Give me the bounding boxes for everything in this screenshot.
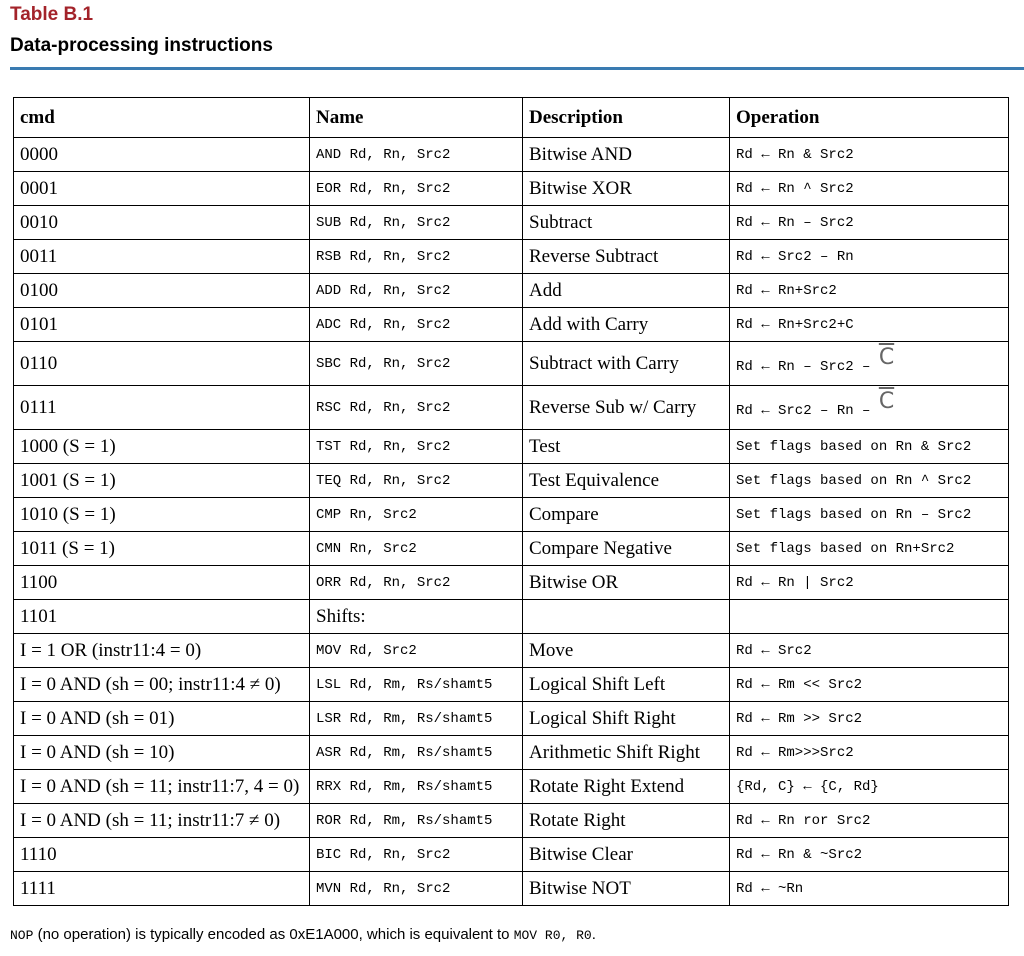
cmd-cell: 1100 [14,566,310,600]
cmd-cell: 0011 [14,240,310,274]
name-cell: ADD Rd, Rn, Src2 [310,274,523,308]
cmd-cell: 0111 [14,386,310,430]
name-cell: LSR Rd, Rm, Rs/shamt5 [310,702,523,736]
operation-cell [730,386,1009,430]
operation-cell [730,804,1009,838]
description-cell: Bitwise XOR [523,172,730,206]
cmd-cell: I = 0 AND (sh = 00; instr11:4 ≠ 0) [14,668,310,702]
operation-cell [730,736,1009,770]
table-row [14,566,1009,600]
cmd-cell: 1101 [14,600,310,634]
table-row [14,838,1009,872]
operation-text: Rd ← Rn & Src2 [736,146,854,163]
operation-text: Rd ← Rn+Src2 [736,282,837,299]
description-cell: Test Equivalence [523,464,730,498]
operation-text: Rd ← Rm>>>Src2 [736,744,854,761]
instructions-table [13,97,1009,906]
operation-cell [730,464,1009,498]
operation-text: Rd ← Rn & ~Src2 [736,846,863,863]
operation-text: Rd ← Rn ^ Src2 [736,180,854,197]
description-cell: Bitwise NOT [523,872,730,906]
name-cell: ASR Rd, Rm, Rs/shamt5 [310,736,523,770]
footnote-end: . [591,926,596,943]
operation-text: Rd ← ~Rn [736,880,804,897]
cmd-cell: 0010 [14,206,310,240]
description-cell: Rotate Right Extend [523,770,730,804]
name-cell: ORR Rd, Rn, Src2 [310,566,523,600]
table-row [14,274,1009,308]
table-row [14,342,1009,386]
title-rule [10,67,1024,70]
table-row [14,600,1009,634]
description-cell: Add [523,274,730,308]
operation-cell [730,172,1009,206]
carry-not-overbar: $\overline{C}$ [878,345,895,370]
carry-not-overbar: $\overline{C}$ [878,389,895,414]
description-cell: Subtract [523,206,730,240]
footnote-mov: MOV R0, R0 [513,928,592,943]
table-row [14,668,1009,702]
description-cell: Bitwise AND [523,138,730,172]
name-cell: SBC Rd, Rn, Src2 [310,342,523,386]
table-row [14,464,1009,498]
cmd-cell: 0001 [14,172,310,206]
operation-text: Rd ← Rn+Src2+C [736,316,854,333]
column-header-cmd: cmd [14,98,310,138]
table-label: Table B.1 [10,4,94,25]
operation-cell [730,274,1009,308]
cmd-cell: 0110 [14,342,310,386]
operation-text: Rd ← Src2 – Rn [736,248,854,265]
table-row [14,308,1009,342]
operation-text: Rd ← Rm << Src2 [736,676,863,693]
cmd-cell: 1010 (S = 1) [14,498,310,532]
operation-cell [730,498,1009,532]
table-row [14,634,1009,668]
operation-text: Rd ← Src2 – Rn – [736,403,871,419]
operation-cell [730,838,1009,872]
description-cell: Compare [523,498,730,532]
name-cell: MOV Rd, Src2 [310,634,523,668]
name-cell: EOR Rd, Rn, Src2 [310,172,523,206]
operation-text: Set flags based on Rn & Src2 [736,438,972,455]
table-row [14,430,1009,464]
description-cell: Bitwise Clear [523,838,730,872]
footnote-text: (no operation) is typically encoded as 0xE1A000, which is equivalent to [33,926,514,943]
description-cell: Compare Negative [523,532,730,566]
operation-text: {Rd, C} ← {C, Rd} [736,778,879,795]
name-cell: SUB Rd, Rn, Src2 [310,206,523,240]
name-cell: RSB Rd, Rn, Src2 [310,240,523,274]
cmd-cell: 0000 [14,138,310,172]
cmd-cell: I = 1 OR (instr11:4 = 0) [14,634,310,668]
cmd-cell: I = 0 AND (sh = 11; instr11:7, 4 = 0) [14,770,310,804]
operation-cell [730,308,1009,342]
cmd-cell: 1001 (S = 1) [14,464,310,498]
column-header-description: Description [523,98,730,138]
table-title: Data-processing instructions [10,35,273,56]
operation-text: Set flags based on Rn+Src2 [736,540,955,557]
cmd-cell: 1110 [14,838,310,872]
operation-cell [730,702,1009,736]
name-cell: ADC Rd, Rn, Src2 [310,308,523,342]
name-cell: LSL Rd, Rm, Rs/shamt5 [310,668,523,702]
description-cell: Test [523,430,730,464]
name-cell: CMP Rn, Src2 [310,498,523,532]
cmd-cell: I = 0 AND (sh = 11; instr11:7 ≠ 0) [14,804,310,838]
operation-text: Rd ← Src2 [736,642,812,659]
table-row [14,532,1009,566]
table-row [14,386,1009,430]
operation-text: Rd ← Rn – Src2 [736,214,854,231]
operation-cell [730,430,1009,464]
description-cell: Move [523,634,730,668]
description-cell: Logical Shift Right [523,702,730,736]
table-row [14,138,1009,172]
name-cell: RSC Rd, Rn, Src2 [310,386,523,430]
description-cell: Arithmetic Shift Right [523,736,730,770]
operation-cell [730,668,1009,702]
name-cell: MVN Rd, Rn, Src2 [310,872,523,906]
operation-text: Rd ← Rn – Src2 – [736,359,871,375]
table-row [14,872,1009,906]
operation-cell [730,532,1009,566]
column-header-operation: Operation [730,98,1009,138]
cmd-cell: I = 0 AND (sh = 10) [14,736,310,770]
description-cell: Add with Carry [523,308,730,342]
table-row [14,206,1009,240]
table-row [14,702,1009,736]
description-cell: Rotate Right [523,804,730,838]
operation-cell [730,138,1009,172]
operation-text: Rd ← Rn | Src2 [736,574,854,591]
operation-cell [730,600,1009,634]
cmd-cell: I = 0 AND (sh = 01) [14,702,310,736]
operation-cell [730,566,1009,600]
table-row [14,498,1009,532]
table-row [14,172,1009,206]
operation-cell [730,206,1009,240]
table-row [14,736,1009,770]
footnote [10,926,596,943]
description-cell: Reverse Sub w/ Carry [523,386,730,430]
operation-cell [730,872,1009,906]
name-cell: TEQ Rd, Rn, Src2 [310,464,523,498]
table-row [14,804,1009,838]
name-cell: RRX Rd, Rm, Rs/shamt5 [310,770,523,804]
description-cell: Bitwise OR [523,566,730,600]
description-cell: Subtract with Carry [523,342,730,386]
operation-cell [730,342,1009,386]
name-cell: BIC Rd, Rn, Src2 [310,838,523,872]
operation-cell [730,770,1009,804]
description-cell: Reverse Subtract [523,240,730,274]
name-cell: ROR Rd, Rm, Rs/shamt5 [310,804,523,838]
table-row [14,240,1009,274]
operation-text: Rd ← Rn ror Src2 [736,812,871,829]
description-cell [523,600,730,634]
operation-text: Rd ← Rm >> Src2 [736,710,863,727]
name-cell: AND Rd, Rn, Src2 [310,138,523,172]
operation-cell [730,240,1009,274]
column-header-name: Name [310,98,523,138]
table-row [14,770,1009,804]
table-header-row [14,98,1009,138]
cmd-cell: 1011 (S = 1) [14,532,310,566]
name-cell: CMN Rn, Src2 [310,532,523,566]
cmd-cell: 1000 (S = 1) [14,430,310,464]
name-cell: TST Rd, Rn, Src2 [310,430,523,464]
name-cell: Shifts: [310,600,523,634]
cmd-cell: 0100 [14,274,310,308]
description-cell: Logical Shift Left [523,668,730,702]
operation-text: Set flags based on Rn ^ Src2 [736,472,972,489]
footnote-nop: NOP [10,928,34,943]
operation-text: Set flags based on Rn – Src2 [736,506,972,523]
cmd-cell: 1111 [14,872,310,906]
operation-cell [730,634,1009,668]
cmd-cell: 0101 [14,308,310,342]
